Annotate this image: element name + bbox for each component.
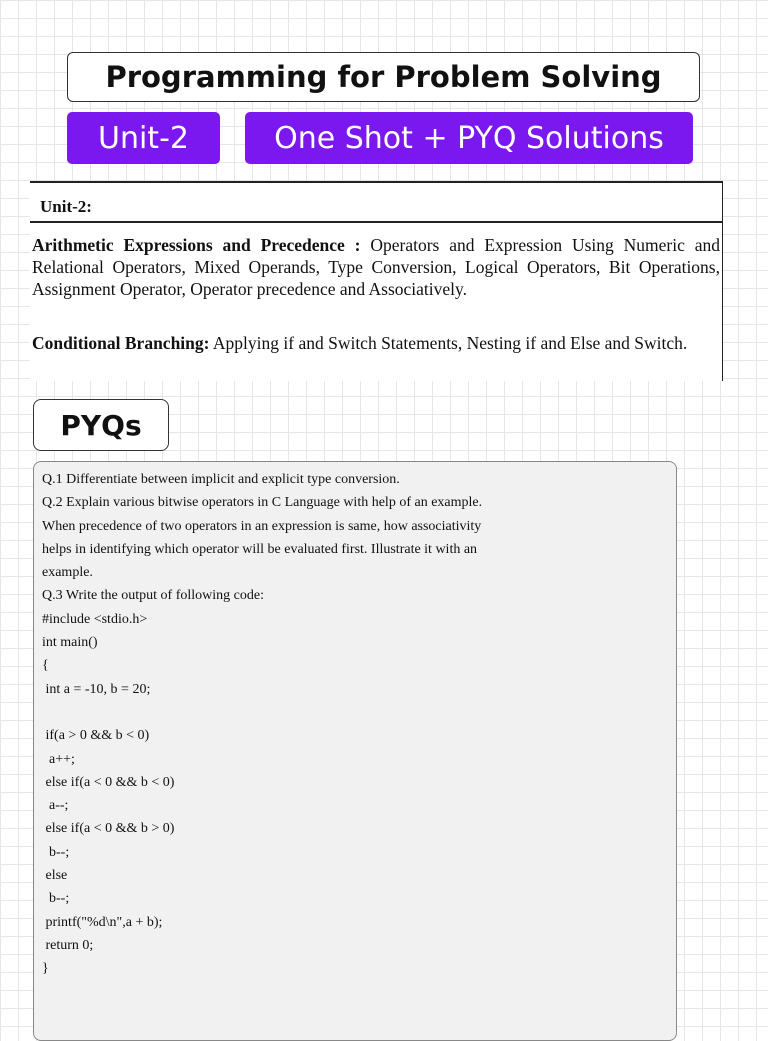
arithmetic-text: Operators and Expression Using Numeric and Relational Operators, Mixed Operands, Type Conversion, Logical Operators, Bit Operations, Assignment Operator, Operator precedence and Associatively. (32, 235, 720, 299)
question-line: return 0; (42, 937, 94, 953)
syllabus-heading: Unit-2: (40, 197, 92, 216)
syllabus-section (30, 181, 723, 381)
question-line (42, 701, 482, 724)
arithmetic-paragraph (32, 234, 720, 300)
question-line: When precedence of two operators in an expression is same, how associativity (42, 518, 482, 534)
question-line: a--; (42, 798, 69, 814)
conditional-text: Applying if and Switch Statements, Nesting if and Else and Switch. (209, 333, 688, 353)
question-line: { (42, 658, 49, 674)
question-line: helps in identifying which operator will be evaluated first. Illustrate it with an (42, 541, 478, 557)
question-line: Q.2 Explain various bitwise operators in C Language with help of an example. (42, 495, 483, 511)
question-line: if(a > 0 && b < 0) (42, 728, 150, 744)
question-line: else if(a < 0 && b < 0) (42, 774, 175, 790)
question-line: b--; (42, 891, 70, 907)
divider (30, 221, 722, 223)
question-line: Q.3 Write the output of following code: (42, 588, 264, 604)
question-line: } (42, 961, 49, 977)
question-line: a++; (42, 751, 75, 767)
questions-list (42, 468, 482, 981)
arithmetic-label: Arithmetic Expressions and Precedence : (32, 235, 361, 255)
pyqs-label: PYQs (33, 399, 169, 451)
question-line: printf("%d\n",a + b); (42, 914, 163, 930)
oneshot-chip: One Shot + PYQ Solutions (245, 112, 693, 164)
question-line: Q.1 Differentiate between implicit and explicit type conversion. (42, 472, 400, 487)
question-line: #include <stdio.h> (42, 611, 148, 627)
question-line: int main() (42, 635, 98, 651)
question-line: b--; (42, 844, 70, 860)
conditional-paragraph (32, 332, 720, 354)
questions-panel (33, 461, 677, 1041)
question-line: example. (42, 565, 93, 581)
question-line: int a = -10, b = 20; (42, 681, 151, 697)
question-line: else (42, 868, 68, 884)
divider (30, 181, 722, 183)
page-title: Programming for Problem Solving (67, 52, 700, 102)
conditional-label: Conditional Branching: (32, 333, 210, 353)
question-line: else if(a < 0 && b > 0) (42, 821, 175, 837)
unit-chip: Unit-2 (67, 112, 220, 164)
